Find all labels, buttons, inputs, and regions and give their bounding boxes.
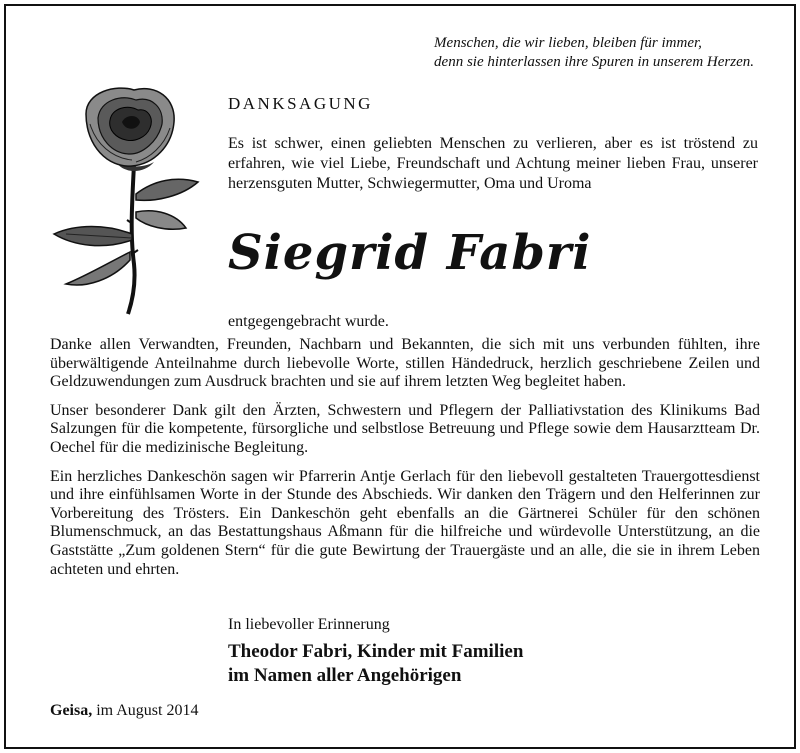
intro-text: Es ist schwer, einen geliebten Menschen zu verlieren, aber es ist tröstend zu erfahren, wie viel Liebe, Freundschaft und Achtung meiner lieben Frau, unserer herzensguten Mutter, Schwiegermutter, Oma und Uroma <box>228 135 758 192</box>
memory-line: In liebevoller Erinnerung <box>228 616 390 633</box>
deceased-name: Siegrid Fabri <box>228 225 592 281</box>
place-date-text: im August 2014 <box>92 702 199 719</box>
paragraph-relatives: Danke allen Verwandten, Freunden, Nachbarn und Bekannten, die sich mit uns verbunden fühlten, ihre überwältigende Anteilnahme durch liebevolle Worte, stillen Händedruck, herzlich geschriebene Zeilen und Geldzuwendungen zum Ausdruck brachten und sie auf ihrem letzten Weg begleitet haben. <box>50 336 760 391</box>
after-name-text: entgegengebracht wurde. <box>228 313 389 330</box>
motto <box>434 34 754 72</box>
heading-danksagung: DANKSAGUNG <box>228 94 373 113</box>
obituary-card <box>4 4 796 749</box>
signers-line-1: Theodor Fabri, Kinder mit Familien <box>228 641 524 662</box>
paragraph-service: Ein herzliches Dankeschön sagen wir Pfarrerin Antje Gerlach für den liebevoll gestalteten Trauergottesdienst und ihre einfühlsamen Worte in der Stunde des Abschieds. Wir danken den Trägern und den Helferinnen zur Vorbereitung des Trösters. Ein Dankeschön geht ebenfalls an die Gärtnerei Schüler für den schönen Blumenschmuck, an das Bestattungshaus Aßmann für die hilfreiche und würdevolle Unterstützung, an die Gaststätte „Zum goldenen Stern“ für die gute Bewirtung der Trauergäste und an alle, die sie in ihrem Leben achteten und ehrten. <box>50 467 760 578</box>
motto-line-1: Menschen, die wir lieben, bleiben für immer, <box>434 35 702 51</box>
motto-line-2: denn sie hinterlassen ihre Spuren in unserem Herzen. <box>434 54 754 70</box>
body-text <box>50 336 760 589</box>
rose-icon <box>46 84 206 316</box>
place-date <box>50 702 198 720</box>
signers-line-2: im Namen aller Angehörigen <box>228 665 462 686</box>
paragraph-medical: Unser besonderer Dank gilt den Ärzten, Schwestern und Pflegern der Palliativstation des Klinikums Bad Salzungen für die kompetente, fürsorgliche und selbstlose Betreuung und Pflege sowie dem Hausarztteam Dr. Oechel für die medizinische Begleitung. <box>50 401 760 456</box>
signers <box>228 640 523 688</box>
place-city: Geisa, <box>50 702 93 719</box>
